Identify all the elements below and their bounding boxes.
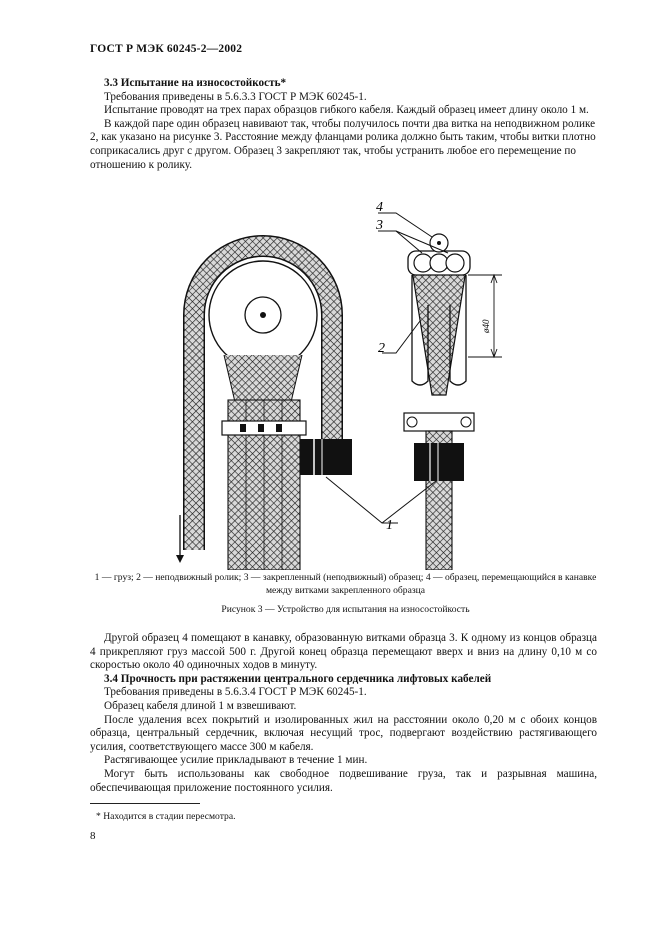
paragraph: Растягивающее усилие прикладывают в течение 1 мин. (104, 754, 368, 767)
footnote-divider (90, 803, 200, 804)
paragraph: В каждой паре один образец навивают так, чтобы получилось почти два витка на неподвижном ролике 2, как указано на рисунке 3. Расстояние между фланцами ролика должно быть таким, чтобы витки плотно соприкасались друг с другом. Образец 3 закрепляют так, чтобы устранить любое его перемещение по отношению к ролику. (90, 117, 596, 171)
figure-3-diagram (150, 195, 530, 570)
weight-right (414, 443, 464, 481)
weight-left (300, 439, 352, 475)
paragraph: Испытание проводят на трех парах образцов гибкого кабеля. Каждый образец имеет длину около 1 м. (104, 104, 589, 117)
paragraph: Требования приведены в 5.6.3.3 ГОСТ Р МЭК 60245-1. (104, 90, 367, 103)
section-3-3 (90, 77, 597, 172)
figure-legend: 1 — груз; 2 — неподвижный ролик; 3 — закрепленный (неподвижный) образец; 4 — образец, перемещающийся в канавке между витками закрепленного образца (94, 572, 597, 596)
section-3-3-heading: 3.3 Испытание на износостойкость* (104, 77, 287, 89)
figure-caption: Рисунок 3 — Устройство для испытания на износостойкость (221, 604, 470, 615)
label-2: 2 (378, 341, 385, 356)
section-3-4-heading: 3.4 Прочность при растяжении центрального сердечника лифтовых кабелей (104, 672, 492, 685)
section-3-3-continued (90, 632, 597, 795)
dimension-label: ø40 (481, 319, 491, 333)
paragraph: Требования приведены в 5.6.3.4 ГОСТ Р МЭК 60245-1. (104, 686, 367, 699)
paragraph: Другой образец 4 помещают в канавку, образованную витками образца 3. К одному из концов образца 4 прикрепляют груз массой 500 г. Другой конец образца перемещают вверх и вниз на длину 0,10 м со скоростью около 40 одиночных ходов в минуту. (90, 632, 597, 672)
pulley-assembly-front (176, 246, 352, 570)
pulley-assembly-side (404, 234, 502, 570)
label-3: 3 (376, 218, 383, 233)
label-4: 4 (376, 200, 383, 215)
footnote: * Находится в стадии пересмотра. (96, 811, 236, 822)
page-number: 8 (90, 830, 96, 842)
paragraph: Могут быть использованы как свободное подвешивание груза, так и разрывная машина, обеспечивающая приложение постоянного усилия. (90, 767, 597, 794)
paragraph: После удаления всех покрытий и изолированных жил на расстоянии около 0,20 м с обоих концов образца, центральный сердечник, включая несущий трос, подвергают воздействию растягивающего усилия, соответствующего массе 300 м кабеля. (90, 713, 597, 753)
paragraph: Образец кабеля длиной 1 м взвешивают. (104, 699, 297, 712)
label-1: 1 (386, 518, 393, 533)
document-header: ГОСТ Р МЭК 60245-2—2002 (90, 43, 243, 55)
